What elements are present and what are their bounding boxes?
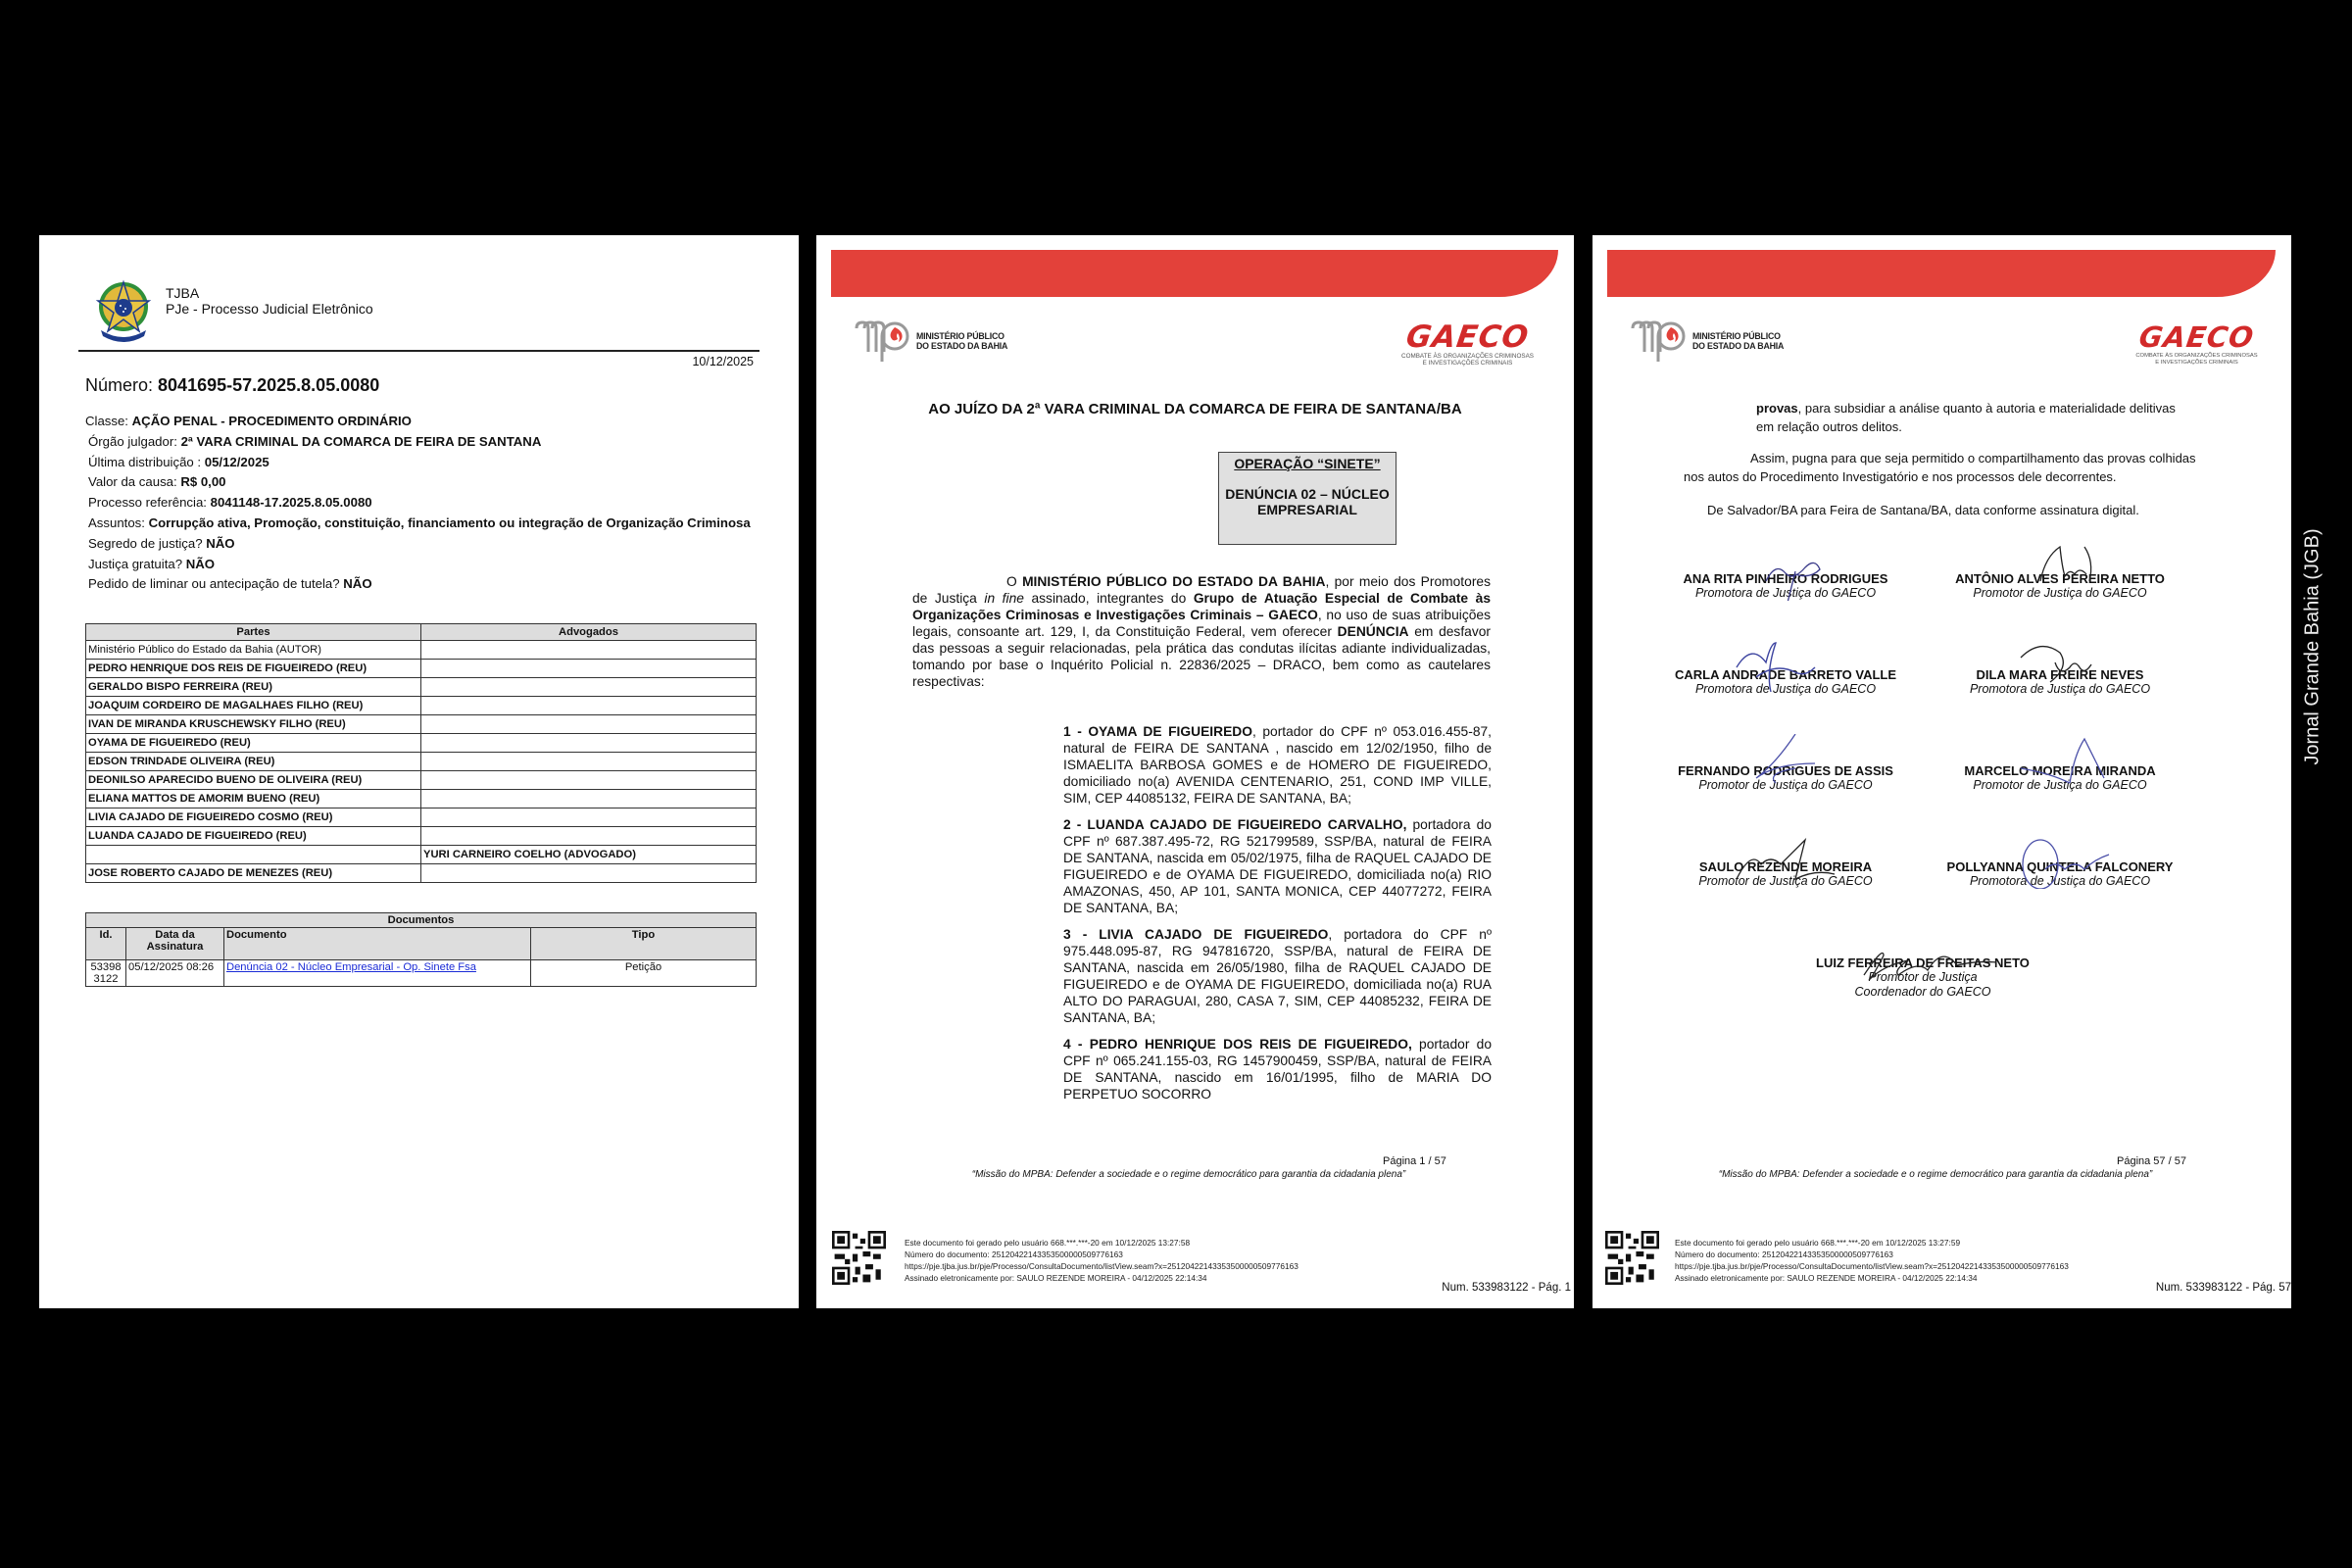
table-row: Ministério Público do Estado da Bahia (AUTOR) [86,641,757,660]
page-counter: Página 1 / 57 [1383,1155,1446,1167]
parties-table [85,623,757,883]
publisher-watermark: Jornal Grande Bahia (JGB) [2301,528,2324,765]
table-row: IVAN DE MIRANDA KRUSCHEWSKY FILHO (REU) [86,715,757,734]
mission-quote: “Missão do MPBA: Defender a sociedade e o regime democrático para garantia da cidadania plena” [971,1169,1406,1180]
col-partes: Partes [86,624,421,641]
field-assuntos: Assuntos: Corrupção ativa, Promoção, constituição, financiamento ou integração de Organização Criminosa [88,514,751,530]
field-distribuicao: Última distribuição : 05/12/2025 [88,454,270,469]
addressee-heading: AO JUÍZO DA 2ª VARA CRIMINAL DA COMARCA DE FEIRA DE SANTANA/BA [928,401,1462,417]
table-row: DEONILSO APARECIDO BUENO DE OLIVEIRA (REU) [86,771,757,790]
process-number: Número: 8041695-57.2025.8.05.0080 [85,375,380,395]
closing-line: De Salvador/BA para Feira de Santana/BA, data conforme assinatura digital. [1707,503,2139,517]
field-segredo: Segredo de justiça? NÃO [88,535,235,551]
qr-code-icon [1604,1231,1660,1285]
signature-block: FERNANDO RODRIGUES DE ASSIS Promotor de Justiça do GAECO [1648,763,1923,793]
brazil-coat-of-arms-icon [93,279,154,344]
gaeco-logo: GAECO COMBATE ÀS ORGANIZAÇÕES CRIMINOSAS E INVESTIGAÇÕES CRIMINAIS [1401,319,1534,367]
signature-block: CARLA ANDRADE BARRETO VALLE Promotora de Justiça do GAECO [1648,667,1923,697]
signature-block: SAULO REZENDE MOREIRA Promotor de Justiça do GAECO [1648,859,1923,889]
page-counter: Página 57 / 57 [2117,1155,2186,1167]
document-page-number: Num. 533983122 - Pág. 57 [2155,1282,2291,1294]
process-fields [85,412,761,595]
continued-text: provas, para subsidiar a análise quanto à autoria e materialidade delitivas em relação outros delitos. [1756,401,2176,434]
accused-item: 2 - LUANDA CAJADO DE FIGUEIREDO CARVALHO, portadora do CPF nº 687.387.495-72, RG 521799589, SSP/BA, natural de FEIRA DE SANTANA, nascida em 05/02/1975, filha de RAQUEL CAJADO DE FIGUEIREDO e de OYAMA DE FIGUEIREDO, domiciliada no(a) RIO AMAZONAS, 450, AP 101, SANTA MONICA, CEP 44077272, FEIRA DE SANTANA, BA; [1063,817,1492,915]
field-valor: Valor da causa: R$ 0,00 [88,474,226,490]
header-divider [78,350,760,352]
pje-footer: Este documento foi gerado pelo usuário 668.***.***-20 em 10/12/2025 13:27:59 Número do documento: 25120422143353500000509776163 https://pje.tjba.jus.br/pje/Processo/ConsultaDocumento/listView.seam?x=25120422143353500000509776163 Assinado eletronicamente por: SAULO REZENDE MOREIRA - 04/12/2025 22:14:34 [1675,1238,2069,1283]
pje-header [93,279,373,344]
report-date: 10/12/2025 [692,355,754,368]
field-liminar: Pedido de liminar ou antecipação de tutela? NÃO [88,576,372,592]
document-link[interactable]: Denúncia 02 - Núcleo Empresarial - Op. Sinete Fsa [224,960,531,987]
field-referencia: Processo referência: 8041148-17.2025.8.05.0080 [88,495,372,511]
denuncia-first-page [816,235,1574,1308]
qr-code-icon [831,1231,887,1285]
table-row: GERALDO BISPO FERREIRA (REU) [86,678,757,697]
denuncia-title: DENÚNCIA 02 – NÚCLEO EMPRESARIAL [1225,486,1390,517]
mp-bahia-logo: MINISTÉRIO PÚBLICO DO ESTADO DA BAHIA [1630,318,1784,364]
mission-quote: “Missão do MPBA: Defender a sociedade e o regime democrático para garantia da cidadania plena” [1718,1169,2153,1180]
accused-item: 4 - PEDRO HENRIQUE DOS REIS DE FIGUEIREDO, portador do CPF nº 065.241.155-03, RG 1457900459, SSP/BA, natural de FEIRA DE SANTANA, nascido em 16/01/1995, filho de MARIA DO PERPETUO SOCORRO [1063,1037,1492,1102]
pje-cover-page [39,235,799,1308]
col-tipo: Tipo [531,928,757,960]
table-row: YURI CARNEIRO COELHO (ADVOGADO) [86,846,757,864]
accused-list [1063,723,1492,1112]
accused-item: 1 - OYAMA DE FIGUEIREDO, portador do CPF nº 053.016.455-87, natural de FEIRA DE SANTANA , nascido em 12/02/1950, filho de ISMAELITA BARBOSA GOMES e de HOMERO DE FIGUEIREDO, domiciliado no(a) AVENIDA CENTENARIO, 251, COND IMP VILLE, SIM, CEP 44085132, FEIRA DE SANTANA, BA; [1063,724,1492,806]
col-documento: Documento [224,928,531,960]
documents-title: Documentos [86,913,757,928]
header-red-bar [831,250,1558,297]
signature-block: ANA RITA PINHEIRO RODRIGUES Promotora de Justiça do GAECO [1648,571,1923,601]
col-id: Id. [86,928,126,960]
signature-block: DILA MARA FREIRE NEVES Promotora de Justiça do GAECO [1923,667,2197,697]
table-row: LUANDA CAJADO DE FIGUEIREDO (REU) [86,827,757,846]
table-row: PEDRO HENRIQUE DOS REIS DE FIGUEIREDO (REU) [86,660,757,678]
table-row: JOSE ROBERTO CAJADO DE MENEZES (REU) [86,864,757,883]
operation-box [1218,452,1396,545]
table-row: 533983122 05/12/2025 08:26 Denúncia 02 - Núcleo Empresarial - Op. Sinete Fsa Petição [86,960,757,987]
col-data: Data da Assinatura [126,928,224,960]
sharing-request-paragraph: Assim, pugna para que seja permitido o compartilhamento das provas colhidas nos autos do Procedimento Investigatório e nos processos dele decorrentes. [1684,451,2196,484]
document-page-number: Num. 533983122 - Pág. 1 [1442,1282,1571,1294]
table-row: EDSON TRINDADE OLIVEIRA (REU) [86,753,757,771]
header-red-bar [1607,250,2276,297]
gaeco-logo: GAECO COMBATE ÀS ORGANIZAÇÕES CRIMINOSAS E INVESTIGAÇÕES CRIMINAIS [2135,320,2258,366]
field-gratuita: Justiça gratuita? NÃO [88,556,216,571]
col-advogados: Advogados [421,624,757,641]
court-name: TJBA [166,285,200,301]
signature-block: ANTÔNIO ALVES PEREIRA NETTO Promotor de Justiça do GAECO [1923,571,2197,601]
accused-item: 3 - LIVIA CAJADO DE FIGUEIREDO, portadora do CPF nº 975.448.095-87, RG 947816720, SSP/BA, natural de FEIRA DE SANTANA, nascida em 26/05/1980, filha de RAQUEL CAJADO DE FIGUEIREDO e de OYAMA DE FIGUEIREDO, domiciliada no(a) RUA ALTO DO PARAGUAI, 280, CASA 7, SIM, CEP 44085232, FEIRA DE SANTANA, BA; [1063,927,1492,1025]
operation-name: OPERAÇÃO “SINETE” [1234,456,1381,471]
pje-footer: Este documento foi gerado pelo usuário 668.***.***-20 em 10/12/2025 13:27:58 Número do documento: 25120422143353500000509776163 https://pje.tjba.jus.br/pje/Processo/ConsultaDocumento/listView.seam?x=25120422143353500000509776163 Assinado eletronicamente por: SAULO REZENDE MOREIRA - 04/12/2025 22:14:34 [905,1238,1298,1283]
signature-block: MARCELO MOREIRA MIRANDA Promotor de Justiça do GAECO [1923,763,2197,793]
intro-paragraph: O MINISTÉRIO PÚBLICO DO ESTADO DA BAHIA, por meio dos Promotores de Justiça in fine assinado, integrantes do Grupo de Atuação Especial de Combate às Organizações Criminosas e Investigações Criminais – GAECO, no uso de suas atribuições legais, consoante art. 129, I, da Constituição Federal, vem oferecer DENÚNCIA em desfavor das pessoas a seguir relacionadas, pela prática das condutas ilícitas adiante individualizadas, tomando por base o Inquérito Policial n. 22836/2025 – DRACO, bem como as cautelares respectivas: [912,574,1492,689]
field-classe: Classe: AÇÃO PENAL - PROCEDIMENTO ORDINÁRIO [85,414,412,428]
denuncia-last-page [1592,235,2291,1308]
signature-block: LUIZ FERREIRA DE FREITAS NETO Promotor de Justiça Coordenador do GAECO [1786,956,2060,1000]
table-row: LIVIA CAJADO DE FIGUEIREDO COSMO (REU) [86,808,757,827]
table-row: JOAQUIM CORDEIRO DE MAGALHAES FILHO (REU) [86,697,757,715]
mp-logo-icon [854,318,910,364]
table-row: ELIANA MATTOS DE AMORIM BUENO (REU) [86,790,757,808]
field-orgao: Órgão julgador: 2ª VARA CRIMINAL DA COMARCA DE FEIRA DE SANTANA [88,433,542,449]
documents-table [85,912,757,987]
signature-block: POLLYANNA QUINTELA FALCONERY Promotora de Justiça do GAECO [1923,859,2197,889]
system-name: PJe - Processo Judicial Eletrônico [166,301,373,317]
mp-logo-icon [1630,318,1687,364]
table-row: OYAMA DE FIGUEIREDO (REU) [86,734,757,753]
mp-bahia-logo: MINISTÉRIO PÚBLICO DO ESTADO DA BAHIA [854,318,1007,364]
